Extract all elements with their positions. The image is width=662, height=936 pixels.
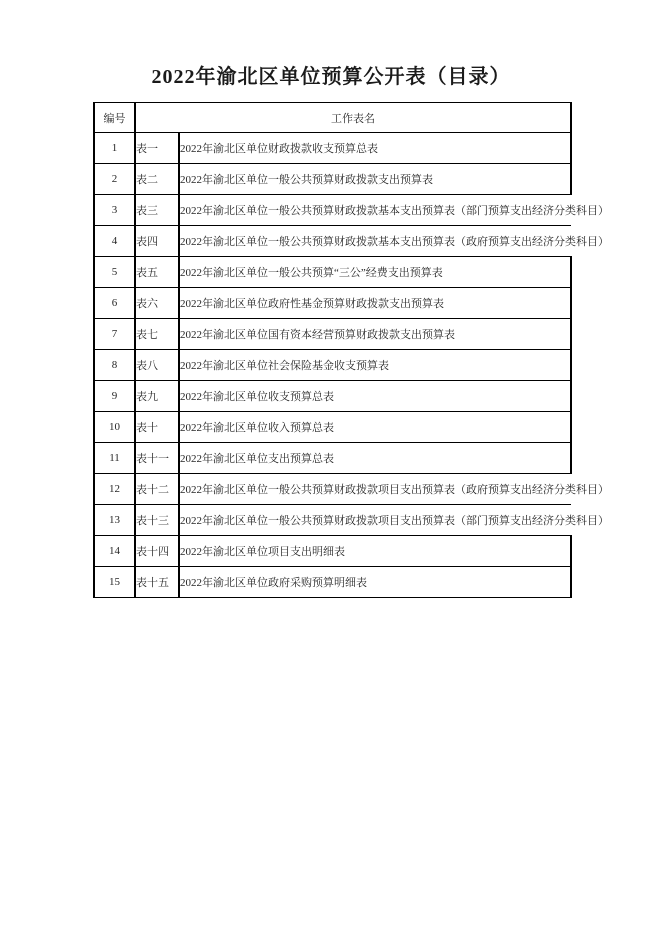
sheet-name-cell: 2022年渝北区单位收入预算总表 [179,412,571,443]
sheet-id-cell: 表六 [135,288,179,319]
sheet-name-cell: 2022年渝北区单位一般公共预算财政拨款基本支出预算表（政府预算支出经济分类科目） [179,226,571,257]
table-row [94,536,571,567]
sheet-name-cell: 2022年渝北区单位一般公共预算财政拨款支出预算表 [179,164,571,195]
sheet-id-cell: 表十三 [135,505,179,536]
row-number-cell: 5 [94,257,135,288]
sheet-id-cell: 表十五 [135,567,179,598]
sheet-id-cell: 表十四 [135,536,179,567]
table-row [94,319,571,350]
table-row [94,381,571,412]
sheet-name-cell: 2022年渝北区单位政府性基金预算财政拨款支出预算表 [179,288,571,319]
sheet-name-cell: 2022年渝北区单位一般公共预算财政拨款项目支出预算表（政府预算支出经济分类科目） [179,474,571,505]
table-row [94,350,571,381]
row-number-cell: 1 [94,133,135,164]
sheet-id-cell: 表三 [135,195,179,226]
sheet-id-cell: 表十一 [135,443,179,474]
row-number-cell: 2 [94,164,135,195]
sheet-id-cell: 表二 [135,164,179,195]
table-row [94,133,571,164]
sheet-name-cell: 2022年渝北区单位一般公共预算财政拨款基本支出预算表（部门预算支出经济分类科目） [179,195,571,226]
table-row [94,257,571,288]
sheet-name-cell: 2022年渝北区单位一般公共预算财政拨款项目支出预算表（部门预算支出经济分类科目） [179,505,571,536]
directory-table [93,102,609,598]
row-number-cell: 10 [94,412,135,443]
table-row [94,474,571,505]
row-number-cell: 15 [94,567,135,598]
header-row [94,103,571,133]
sheet-name-cell: 2022年渝北区单位国有资本经营预算财政拨款支出预算表 [179,319,571,350]
sheet-name-cell: 2022年渝北区单位项目支出明细表 [179,536,571,567]
table-row [94,226,571,257]
header-sheet-name: 工作表名 [135,103,571,133]
sheet-name-cell: 2022年渝北区单位支出预算总表 [179,443,571,474]
sheet-name-cell: 2022年渝北区单位政府采购预算明细表 [179,567,571,598]
table-row [94,443,571,474]
page-title: 2022年渝北区单位预算公开表（目录） [151,66,511,88]
table-row [94,567,571,598]
sheet-name-cell: 2022年渝北区单位一般公共预算“三公”经费支出预算表 [179,257,571,288]
sheet-id-cell: 表八 [135,350,179,381]
row-number-cell: 14 [94,536,135,567]
table-row [94,195,571,226]
row-number-cell: 13 [94,505,135,536]
table-row [94,505,571,536]
sheet-id-cell: 表四 [135,226,179,257]
table-body [94,133,609,598]
sheet-name-cell: 2022年渝北区单位社会保险基金收支预算表 [179,350,571,381]
sheet-id-cell: 表七 [135,319,179,350]
sheet-name-cell: 2022年渝北区单位财政拨款收支预算总表 [179,133,571,164]
sheet-id-cell: 表十 [135,412,179,443]
sheet-name-cell: 2022年渝北区单位收支预算总表 [179,381,571,412]
row-number-cell: 8 [94,350,135,381]
sheet-id-cell: 表五 [135,257,179,288]
table-row [94,288,571,319]
row-number-cell: 6 [94,288,135,319]
table-row [94,412,571,443]
row-number-cell: 9 [94,381,135,412]
row-number-cell: 3 [94,195,135,226]
sheet-id-cell: 表九 [135,381,179,412]
row-number-cell: 11 [94,443,135,474]
table-row [94,164,571,195]
sheet-id-cell: 表一 [135,133,179,164]
row-number-cell: 12 [94,474,135,505]
header-number: 编号 [94,103,135,133]
table-header [94,103,571,133]
row-number-cell: 7 [94,319,135,350]
row-number-cell: 4 [94,226,135,257]
sheet-id-cell: 表十二 [135,474,179,505]
